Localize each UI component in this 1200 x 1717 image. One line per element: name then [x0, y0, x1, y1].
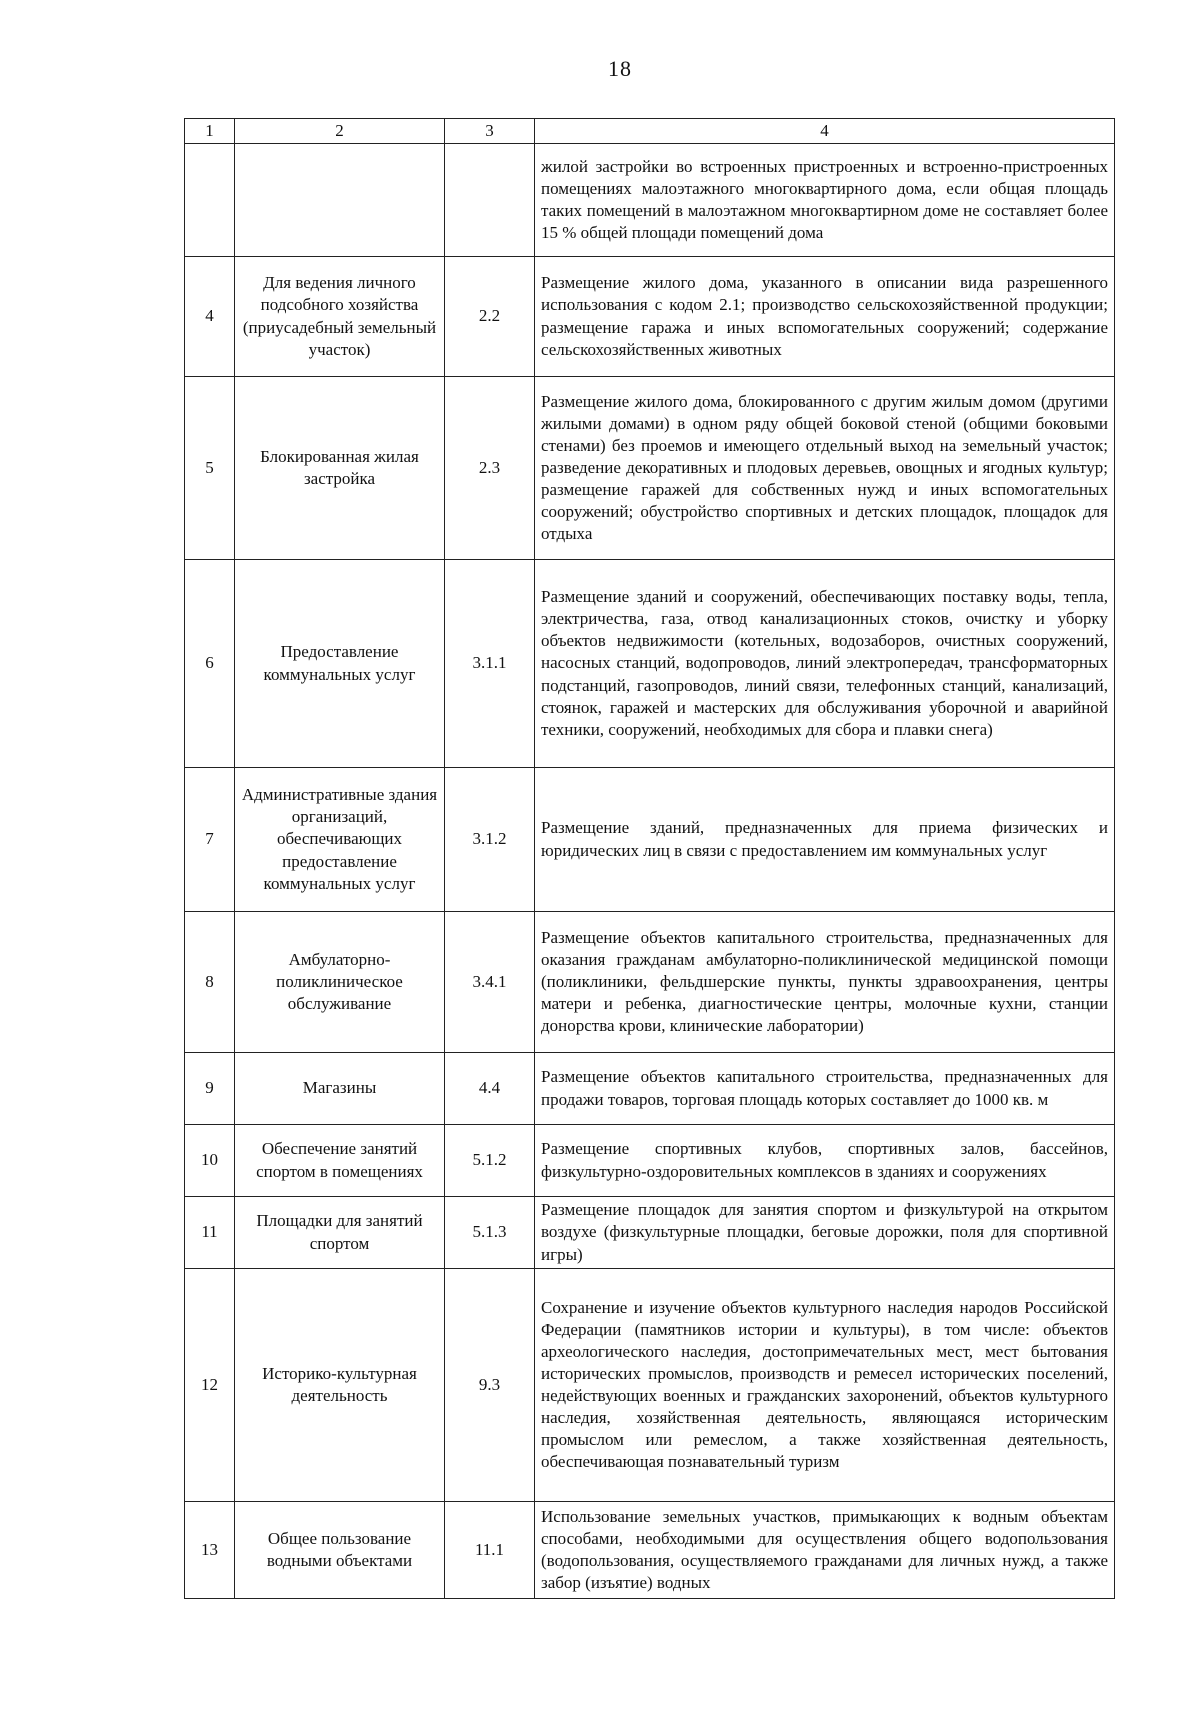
- row-number: 10: [185, 1125, 235, 1197]
- use-type-description: Размещение жилого дома, указанного в описании вида разрешенного использования с кодом 2.1; производство сельскохозяйственной продукции; размещение гаража и иных вспомогательных сооружений; содержание сельскохозяйственных животных: [535, 257, 1115, 377]
- table-row: [185, 912, 1115, 1053]
- table-row: [185, 560, 1115, 768]
- use-type-name: [235, 144, 445, 257]
- use-type-description: Размещение площадок для занятия спортом и физкультурой на открытом воздухе (физкультурные площадки, беговые дорожки, поля для спортивной игры): [535, 1197, 1115, 1269]
- use-type-description: жилой застройки во встроенных пристроенных и встроенно-пристроенных помещениях малоэтажного многоквартирного дома, если общая площадь таких помещений в малоэтажном многоквартирном доме не составляет более 15 % общей площади помещений дома: [535, 144, 1115, 257]
- land-use-table: [184, 118, 1115, 1599]
- table-row: [185, 144, 1115, 257]
- use-type-code: 11.1: [445, 1502, 535, 1599]
- use-type-description: Размещение объектов капитального строительства, предназначенных для оказания гражданам амбулаторно-поликлинической медицинской помощи (поликлиники, фельдшерские пункты, пункты здравоохранения, центры матери и ребенка, диагностические центры, молочные кухни, станции донорства крови, клинические лаборатории): [535, 912, 1115, 1053]
- row-number: 5: [185, 377, 235, 560]
- use-type-code: 5.1.2: [445, 1125, 535, 1197]
- use-type-code: 3.1.2: [445, 768, 535, 912]
- use-type-name: Общее пользование водными объектами: [235, 1502, 445, 1599]
- use-type-code: 9.3: [445, 1269, 535, 1502]
- row-number: 11: [185, 1197, 235, 1269]
- table-row: [185, 1197, 1115, 1269]
- use-type-name: Историко-культурная деятельность: [235, 1269, 445, 1502]
- row-number: 9: [185, 1053, 235, 1125]
- table-header-row: [185, 119, 1115, 144]
- use-type-name: Обеспечение занятий спортом в помещениях: [235, 1125, 445, 1197]
- use-type-description: Размещение жилого дома, блокированного с другим жилым домом (другими жилыми домами) в одном ряду общей боковой стеной (общими боковыми стенами) без проемов и имеющего отдельный выход на земельный участок; разведение декоративных и плодовых деревьев, овощных и ягодных культур; размещение гаражей для собственных нужд и иных вспомогательных сооружений; обустройство спортивных и детских площадок, площадок для отдыха: [535, 377, 1115, 560]
- use-type-code: 4.4: [445, 1053, 535, 1125]
- table-row: [185, 1053, 1115, 1125]
- use-type-code: 5.1.3: [445, 1197, 535, 1269]
- use-type-code: 2.3: [445, 377, 535, 560]
- use-type-name: Площадки для занятий спортом: [235, 1197, 445, 1269]
- use-type-name: Блокированная жилая застройка: [235, 377, 445, 560]
- use-type-name: Предоставление коммунальных услуг: [235, 560, 445, 768]
- use-type-name: Амбулаторно-поликлиническое обслуживание: [235, 912, 445, 1053]
- row-number: 13: [185, 1502, 235, 1599]
- header-cell: 2: [235, 119, 445, 144]
- row-number: 4: [185, 257, 235, 377]
- use-type-name: Для ведения личного подсобного хозяйства (приусадебный земельный участок): [235, 257, 445, 377]
- use-type-name: Магазины: [235, 1053, 445, 1125]
- use-type-code: 3.4.1: [445, 912, 535, 1053]
- use-type-description: Сохранение и изучение объектов культурного наследия народов Российской Федерации (памятников истории и культуры), в том числе: объектов археологического наследия, достопримечательных мест, мест бытования исторических промыслов, производств и ремесел исторических поселений, недействующих военных и гражданских захоронений, объектов культурного наследия, хозяйственная деятельность, являющаяся историческим промыслом или ремеслом, а также хозяйственная деятельность, обеспечивающая познавательный туризм: [535, 1269, 1115, 1502]
- page-number: 18: [608, 56, 632, 81]
- header-cell: 3: [445, 119, 535, 144]
- use-type-description: Размещение зданий и сооружений, обеспечивающих поставку воды, тепла, электричества, газа, отвод канализационных стоков, очистку и уборку объектов недвижимости (котельных, водозаборов, очистных сооружений, насосных станций, водопроводов, линий электропередач, трансформаторных подстанций, газопроводов, линий связи, телефонных станций, канализаций, стоянок, гаражей и мастерских для обслуживания уборочной и аварийной техники, сооружений, необходимых для сбора и плавки снега): [535, 560, 1115, 768]
- use-type-description: Размещение зданий, предназначенных для приема физических и юридических лиц в связи с предоставлением им коммунальных услуг: [535, 768, 1115, 912]
- row-number: 7: [185, 768, 235, 912]
- use-type-description: Размещение спортивных клубов, спортивных залов, бассейнов, физкультурно-оздоровительных комплексов в зданиях и сооружениях: [535, 1125, 1115, 1197]
- table-row: [185, 1269, 1115, 1502]
- table-row: [185, 377, 1115, 560]
- table-row: [185, 768, 1115, 912]
- table-row: [185, 257, 1115, 377]
- use-type-name: Административные здания организаций, обеспечивающих предоставление коммунальных услуг: [235, 768, 445, 912]
- use-type-code: 3.1.1: [445, 560, 535, 768]
- row-number: [185, 144, 235, 257]
- table-row: [185, 1125, 1115, 1197]
- use-type-code: [445, 144, 535, 257]
- row-number: 8: [185, 912, 235, 1053]
- row-number: 6: [185, 560, 235, 768]
- header-cell: 1: [185, 119, 235, 144]
- row-number: 12: [185, 1269, 235, 1502]
- use-type-code: 2.2: [445, 257, 535, 377]
- use-type-description: Использование земельных участков, примыкающих к водным объектам способами, необходимыми для осуществления общего водопользования (водопользования, осуществляемого гражданами для личных нужд, а также забор (изъятие) водных: [535, 1502, 1115, 1599]
- header-cell: 4: [535, 119, 1115, 144]
- use-type-description: Размещение объектов капитального строительства, предназначенных для продажи товаров, торговая площадь которых составляет до 1000 кв. м: [535, 1053, 1115, 1125]
- table-row: [185, 1502, 1115, 1599]
